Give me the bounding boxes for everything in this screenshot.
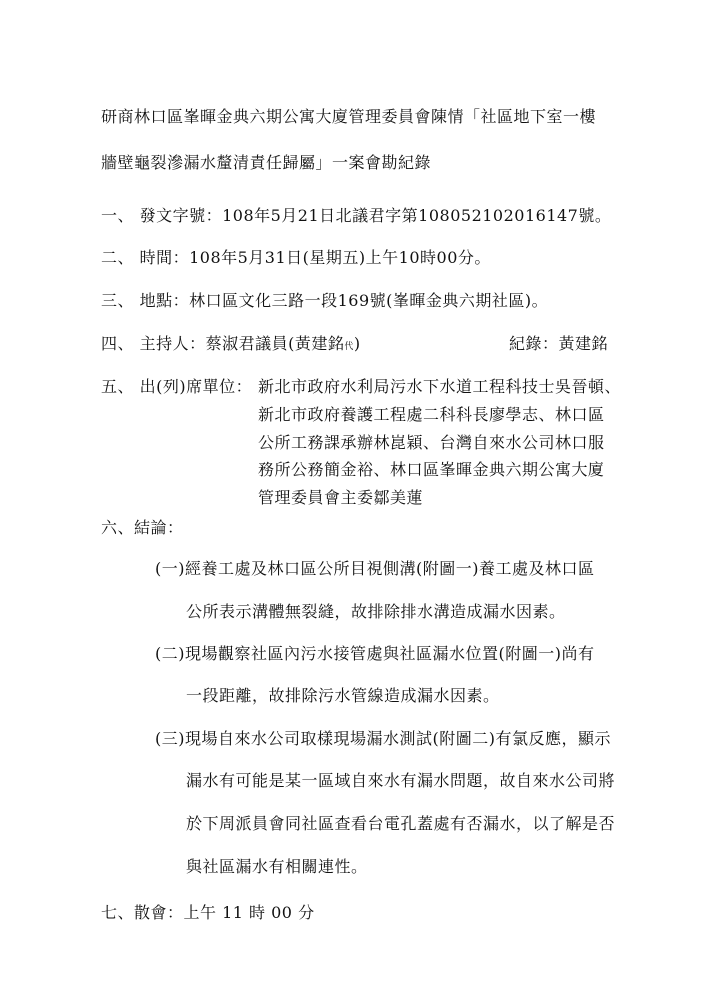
conclusion-1-line: (一)經養工處及林口區公所目視側溝(附圖一)養工處及林口區	[155, 559, 595, 578]
attendee-line: 新北市政府養護工程處二科科長廖學志、林口區	[258, 405, 605, 424]
attendee-line: 管理委員會主委鄒美蓮	[258, 488, 424, 507]
item-recorder: 紀錄：黃建銘	[509, 334, 609, 353]
item-place: 三、 地點：林口區文化三路一段169號(峯暉金典六期社區)。	[101, 291, 549, 310]
host-proxy-mark: 代	[344, 342, 354, 352]
conclusion-3-line: 與社區漏水有相關連性。	[186, 857, 368, 876]
conclusion-3-line: 漏水有可能是某一區域自來水有漏水問題，故自來水公司將	[186, 771, 616, 790]
item-time: 二、 時間：108年5月31日(星期五)上午10時00分。	[101, 248, 491, 267]
conclusion-1-line: 公所表示溝體無裂縫，故排除排水溝造成漏水因素。	[186, 602, 566, 621]
host-close: )	[353, 334, 361, 353]
attendee-line: 新北市政府水利局污水下水道工程科技士吳晉頓、	[258, 377, 622, 396]
attendee-line: 公所工務課承辦林崑穎、台灣自來水公司林口服	[258, 433, 605, 452]
doc-title-line-1: 研商林口區峯暉金典六期公寓大廈管理委員會陳情「社區地下室一樓	[101, 107, 597, 126]
conclusion-3-line: (三)現場自來水公司取樣現場漏水測試(附圖二)有氯反應，顯示	[155, 729, 611, 748]
item-host	[101, 331, 361, 354]
host-text: 四、 主持人：蔡淑君議員(黃建銘	[101, 334, 345, 353]
conclusion-3-line: 於下周派員會同社區查看台電孔蓋處有否漏水，以了解是否	[186, 814, 616, 833]
item-doc-number: 一、 發文字號：108年5月21日北議君字第108052102016147號。	[101, 206, 612, 225]
conclusion-2-line: 一段距離，故排除污水管線造成漏水因素。	[186, 686, 500, 705]
attendee-line: 務所公務簡金裕、林口區峯暉金典六期公寓大廈	[258, 460, 605, 479]
attendees-label: 五、 出(列)席單位：	[101, 377, 253, 396]
conclusion-label: 六、結論：	[101, 518, 184, 537]
item-adjourn: 七、散會：上午 11 時 00 分	[101, 903, 315, 922]
doc-title-line-2: 牆壁龜裂滲漏水釐清責任歸屬」一案會勘紀錄	[101, 153, 432, 172]
conclusion-2-line: (二)現場觀察社區內污水接管處與社區漏水位置(附圖一)尚有	[155, 644, 595, 663]
